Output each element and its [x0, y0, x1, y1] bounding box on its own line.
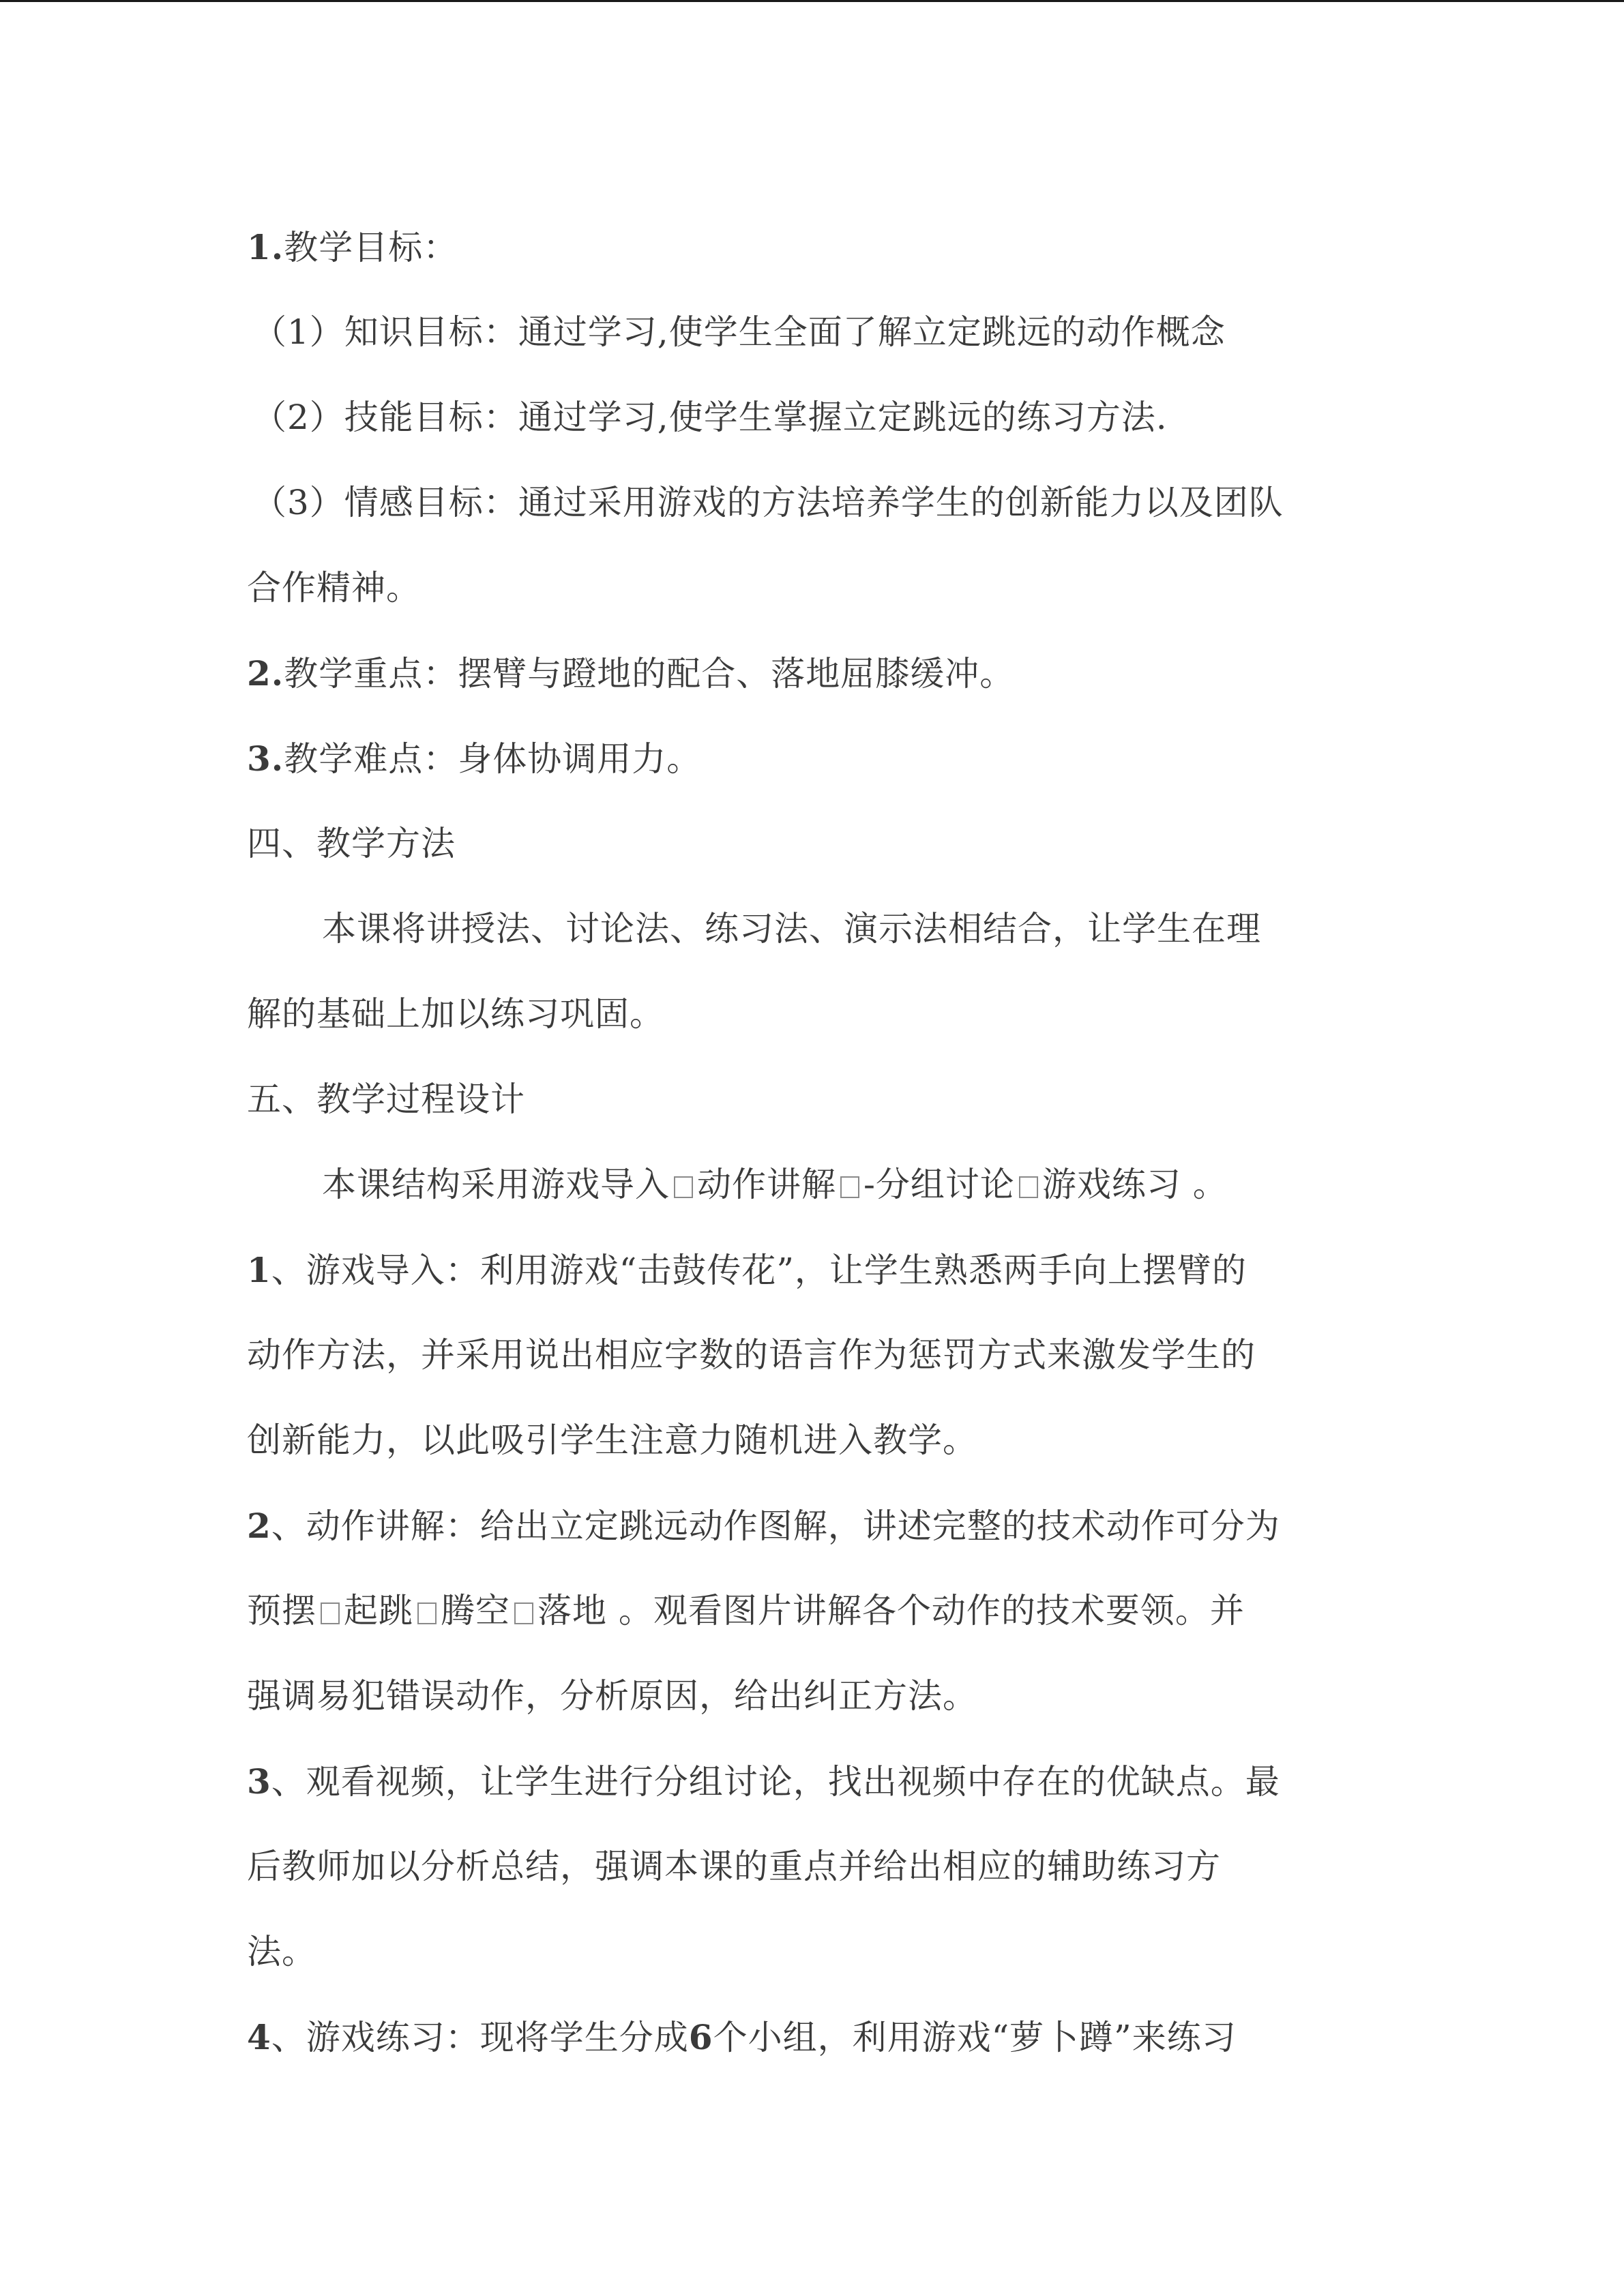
- step4-group-count: 6: [688, 2017, 713, 2057]
- step2-number: 2: [247, 1506, 271, 1546]
- objective-emotion-line1: （3）情感目标：通过采用游戏的方法培养学生的创新能力以及团队: [252, 483, 1284, 522]
- missing-glyph-box: [840, 1176, 859, 1198]
- step2-part-3: 腾空: [441, 1591, 510, 1630]
- step2-line2: [247, 1568, 1393, 1654]
- objective-knowledge: （1）知识目标：通过学习,使学生全面了解立定跳远的动作概念: [252, 312, 1226, 352]
- section-process-title: 五、教学过程设计: [247, 1079, 525, 1119]
- step2-part-2: 起跳: [344, 1591, 413, 1630]
- structure-part-2: 动作讲解: [697, 1165, 836, 1204]
- key-points: [247, 631, 1393, 716]
- step3-line2: 后教师加以分析总结，强调本课的重点并给出相应的辅助练习方: [247, 1847, 1221, 1886]
- section-teaching-methods-title: 四、教学方法: [247, 824, 456, 863]
- step3-number: 3: [247, 1761, 271, 1802]
- step3-line1: [247, 1739, 1393, 1824]
- step4-line1: [247, 1995, 1393, 2080]
- objectives-heading: [247, 205, 1393, 290]
- difficult-points-text: 教学难点：身体协调用力。: [284, 739, 702, 779]
- key-points-number: 2.: [247, 653, 284, 694]
- objective-skill: （2）技能目标：通过学习,使学生掌握立定跳远的练习方法.: [252, 398, 1168, 437]
- document-page: [247, 205, 1393, 2080]
- step3-text: 、观看视频，让学生进行分组讨论，找出视频中存在的优缺点。最: [271, 1762, 1280, 1802]
- step2-line1: [247, 1483, 1393, 1568]
- step2-part-1: 预摆: [247, 1591, 316, 1630]
- step1-line1: [247, 1227, 1393, 1313]
- missing-glyph-box: [321, 1602, 340, 1624]
- objective-emotion-line2: 合作精神。: [247, 568, 421, 608]
- structure-part-4: 游戏练习 。: [1042, 1165, 1228, 1204]
- heading-number: 1.: [247, 227, 284, 267]
- step4-number: 4: [247, 2017, 271, 2057]
- step1-line2: 动作方法，并采用说出相应字数的语言作为惩罚方式来激发学生的: [247, 1335, 1256, 1375]
- difficult-points: [247, 716, 1393, 801]
- missing-glyph-box: [514, 1602, 533, 1624]
- key-points-text: 教学重点：摆臂与蹬地的配合、落地屈膝缓冲。: [284, 654, 1015, 694]
- structure-line: [247, 1142, 1393, 1227]
- methods-paragraph-line2: 解的基础上加以练习巩固。: [247, 994, 664, 1034]
- missing-glyph-box: [674, 1176, 693, 1198]
- step1-text: 、游戏导入：利用游戏“击鼓传花”，让学生熟悉两手向上摆臂的: [271, 1251, 1247, 1290]
- step4-text-b: 个小组，利用游戏“萝卜蹲”来练习: [713, 2018, 1237, 2057]
- step3-line3: 法。: [247, 1932, 316, 1971]
- structure-part-1: 本课结构采用游戏导入: [322, 1165, 670, 1204]
- step2-line3: 强调易犯错误动作，分析原因，给出纠正方法。: [247, 1676, 977, 1716]
- heading-text: 教学目标：: [284, 228, 458, 267]
- methods-paragraph-line1: 本课将讲授法、讨论法、练习法、演示法相结合，让学生在理: [322, 909, 1261, 949]
- step2-text: 、动作讲解：给出立定跳远动作图解，讲述完整的技术动作可分为: [271, 1506, 1280, 1546]
- difficult-points-number: 3.: [247, 739, 284, 779]
- step1-line3: 创新能力，以此吸引学生注意力随机进入教学。: [247, 1420, 977, 1460]
- top-border-line: [0, 0, 1624, 2]
- missing-glyph-box: [1019, 1176, 1038, 1198]
- step1-number: 1: [247, 1250, 271, 1290]
- structure-part-3: -分组讨论: [863, 1165, 1015, 1204]
- step2-part-4: 落地 。观看图片讲解各个动作的技术要领。并: [537, 1591, 1245, 1630]
- step4-text-a: 、游戏练习：现将学生分成: [271, 2018, 689, 2057]
- missing-glyph-box: [417, 1602, 437, 1624]
